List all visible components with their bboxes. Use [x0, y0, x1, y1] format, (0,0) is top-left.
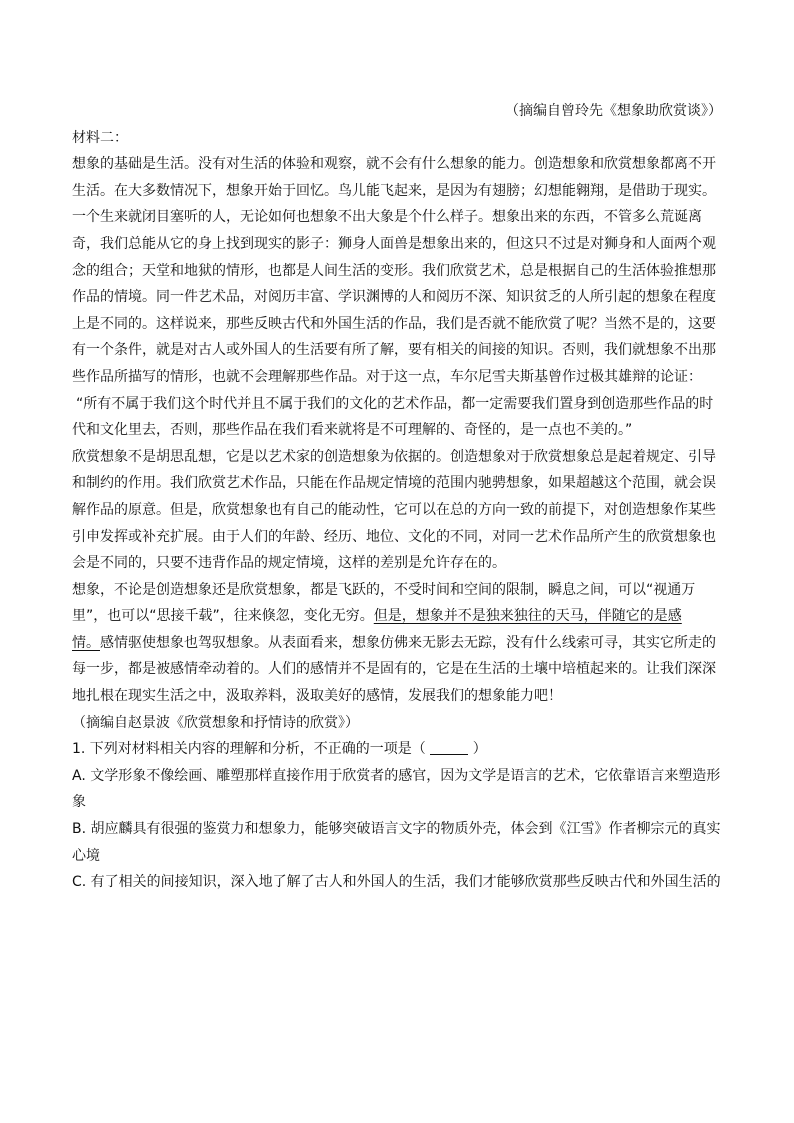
text-line: 引申发挥或补充扩展。由于人们的年龄、经历、地位、文化的不同，对同一艺术作品所产生的欣赏想象也	[72, 528, 716, 545]
text-line: 生活。在大多数情况下，想象开始于回忆。鸟儿能飞起来，是因为有翅膀；幻想能翱翔，是借助于现实。	[72, 182, 716, 199]
option-line: 心境	[72, 847, 100, 864]
option-a	[72, 763, 722, 816]
option-line: B. 胡应麟具有很强的鉴赏力和想象力，能够突破语言文字的物质外壳，体会到《江雪》作者柳宗元的真实	[72, 821, 721, 838]
material-heading: 材料二：	[72, 129, 128, 146]
text-line: 些作品所描写的情形，也就不会理解那些作品。对于这一点，车尔尼雪夫斯基曾作过极其雄辩的论证：	[72, 368, 702, 385]
option-line: 象	[72, 794, 86, 811]
text-line: 解作品的原意。但是，欣赏想象也有自己的能动性，它可以在总的方向一致的前提下，对创造想象作某些	[72, 501, 716, 518]
answer-blank[interactable]	[430, 740, 468, 755]
question-1	[72, 736, 722, 896]
text-line: 奇，我们总能从它的身上找到现实的影子：狮身人面兽是想象出来的，但这只不过是对狮身和人面两个观	[72, 235, 716, 252]
underlined-text: 但是，想象并不是独来独往的天马，伴随它的是感	[373, 608, 682, 625]
text-line	[72, 603, 722, 630]
text-span: 感情驱使想象也驾驭想象。从表面看来，想象仿佛来无影去无踪，没有什么线索可寻，其实它所走的	[100, 634, 716, 651]
quote-line: 代和文化里去，否则，那些作品在我们看来就将是不可理解的、奇怪的，是一点也不美的。”	[72, 422, 633, 439]
text-line: 上是不同的。这样说来，那些反映古代和外国生活的作品，我们是否就不能欣赏了呢？当然不是的，这要	[72, 315, 716, 332]
text-line: 想象，不论是创造想象还是欣赏想象，都是飞跃的，不受时间和空间的限制，瞬息之间，可以“视通万	[72, 581, 696, 598]
source-citation-1: （摘编自曾玲先《想象助欣赏谈》）	[505, 103, 722, 119]
source-citation-2: （摘编自赵景波《欣赏想象和抒情诗的欣赏》）	[72, 714, 359, 731]
underlined-text: 情。	[72, 634, 100, 651]
text-line: 欣赏想象不是胡思乱想，它是以艺术家的创造想象为依据的。创造想象对于欣赏想象总是起着规定、引导	[72, 448, 716, 465]
text-line	[72, 630, 722, 657]
stem-close: ）	[472, 741, 487, 758]
text-line: 每一步，都是被感情牵动着的。人们的感情并不是固有的，它是在生活的土壤中培植起来的。让我们深深	[72, 661, 716, 678]
text-line: 会是不同的，只要不违背作品的规定情境，这样的差别是允许存在的。	[72, 555, 506, 572]
question-stem	[72, 736, 722, 763]
paragraph-1	[72, 151, 722, 444]
text-line: 作品的情境。同一件艺术品，对阅历丰富、学识渊博的人和阅历不深、知识贫乏的人所引起的想象在程度	[72, 289, 716, 306]
text-line: 一个生来就闭目塞听的人，无论如何也想象不出大象是个什么样子。想象出来的东西，不管多么荒诞离	[72, 209, 702, 226]
paragraph-3	[72, 577, 722, 710]
text-span: 里”，也可以“思接千载”，往来倏忽，变化无穷。	[72, 608, 374, 625]
quote-line: “所有不属于我们这个时代并且不属于我们的文化的艺术作品，都一定需要我们置身到创造那些作品的时	[76, 395, 714, 412]
option-b	[72, 816, 722, 869]
text-line: 有一个条件，就是对古人或外国人的生活要有所了解，要有相关的间接的知识。否则，我们就想象不出那	[72, 342, 716, 359]
text-line: 想象的基础是生活。没有对生活的体验和观察，就不会有什么想象的能力。创造想象和欣赏想象都离不开	[72, 156, 716, 173]
option-c	[72, 869, 722, 896]
option-line: C. 有了相关的间接知识，深入地了解了古人和外国人的生活，我们才能够欣赏那些反映古代和外国生活的	[72, 874, 721, 891]
text-line: 和制约的作用。我们欣赏艺术作品，只能在作品规定情境的范围内驰骋想象，如果超越这个范围，就会误	[72, 475, 716, 492]
stem-text: 1. 下列对材料相关内容的理解和分析，不正确的一项是（	[72, 741, 426, 758]
text-line: 念的组合；天堂和地狱的情形，也都是人间生活的变形。我们欣赏艺术，总是根据自己的生活体验推想那	[72, 262, 716, 279]
paragraph-2	[72, 444, 722, 577]
text-line: 地扎根在现实生活之中，汲取养料，汲取美好的感情，发展我们的想象能力吧！	[72, 688, 562, 705]
option-line: A. 文学形象不像绘画、雕塑那样直接作用于欣赏者的感官，因为文学是语言的艺术，它依靠语言来塑造形	[72, 767, 721, 784]
